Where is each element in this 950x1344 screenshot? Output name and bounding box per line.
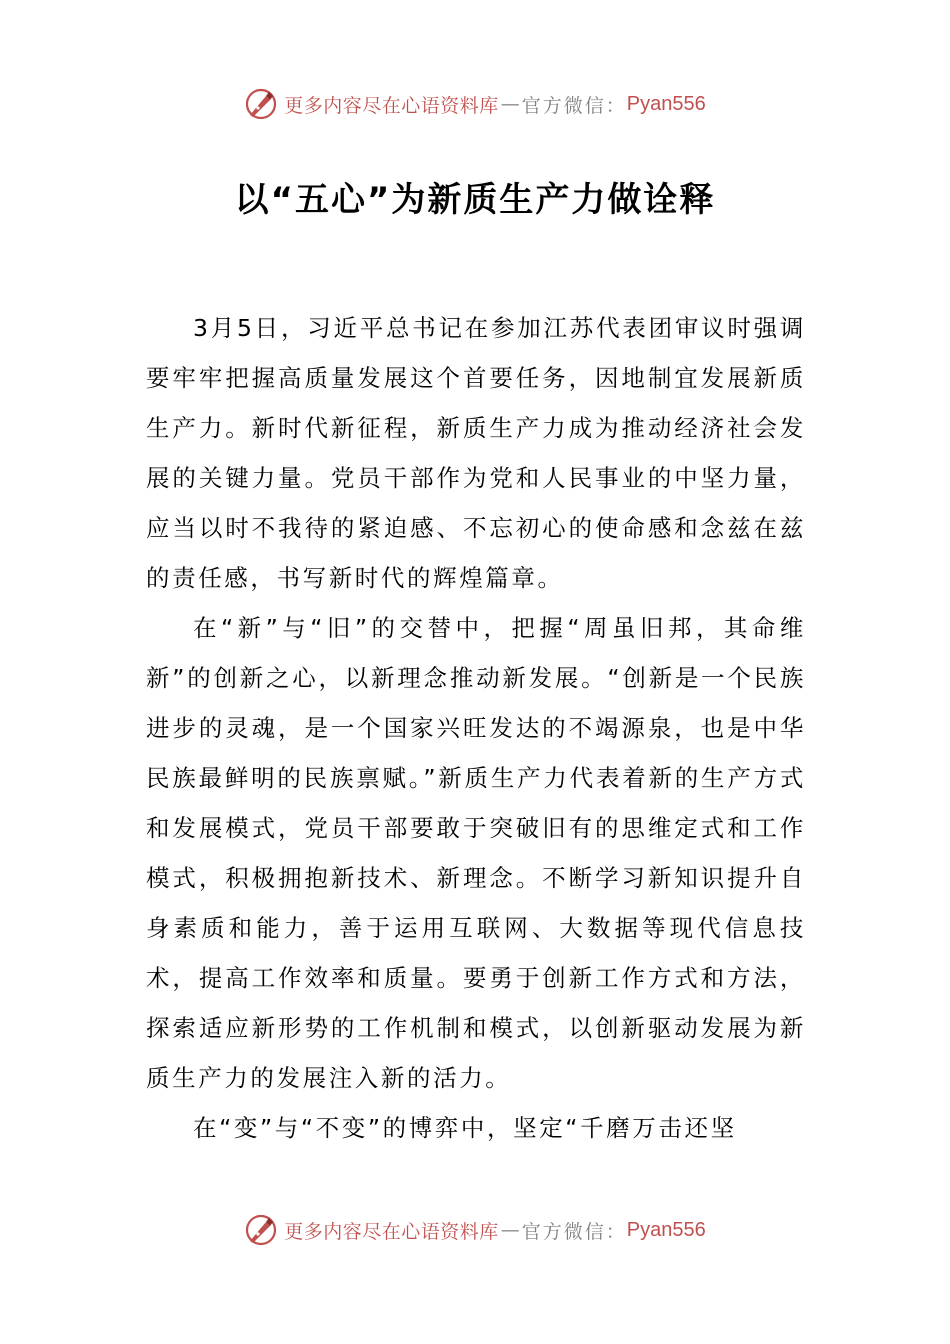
document-body (146, 303, 806, 1153)
header-wechat-id: Pyan556 (626, 92, 706, 115)
paragraph-2: 在“新”与“旧”的交替中，把握“周虽旧邦，其命维新”的创新之心，以新理念推动新发展。“创新是一个民族进步的灵魂，是一个国家兴旺发达的不竭源泉，也是中华民族最鲜明的民族禀赋。”新质生产力代表着新的生产方式和发展模式，党员干部要敢于突破旧有的思维定式和工作模式，积极拥抱新技术、新理念。不断学习新知识提升自身素质和能力，善于运用互联网、大数据等现代信息技术，提高工作效率和质量。要勇于创新工作方式和方法，探索适应新形势的工作机制和模式，以创新驱动发展为新质生产力的发展注入新的活力。 (146, 614, 806, 1092)
header-wechat-label: 官方微信： (521, 94, 627, 117)
footer-brand: 更多内容尽在心语资料库 (284, 1220, 499, 1243)
pen-nib-logo-icon (244, 1213, 278, 1247)
footer-banner (0, 1208, 950, 1252)
header-brand: 更多内容尽在心语资料库 (284, 94, 499, 117)
footer-separator: — (500, 1219, 520, 1241)
pen-nib-logo-icon (244, 87, 278, 121)
header-banner (0, 82, 950, 126)
paragraph-1: 3月5日，习近平总书记在参加江苏代表团审议时强调要牢牢把握高质量发展这个首要任务，因地制宜发展新质生产力。新时代新征程，新质生产力成为推动经济社会发展的关键力量。党员干部作为党和人民事业的中坚力量，应当以时不我待的紧迫感、不忘初心的使命感和念兹在兹的责任感，书写新时代的辉煌篇章。 (146, 314, 806, 592)
document-title: 以“五心”为新质生产力做诠释 (234, 180, 716, 220)
footer-wechat-id: Pyan556 (626, 1218, 706, 1241)
footer-wechat-label: 官方微信： (521, 1220, 627, 1243)
paragraph-3: 在“变”与“不变”的博弈中，坚定“千磨万击还坚 (193, 1114, 737, 1142)
header-separator: — (500, 93, 520, 115)
